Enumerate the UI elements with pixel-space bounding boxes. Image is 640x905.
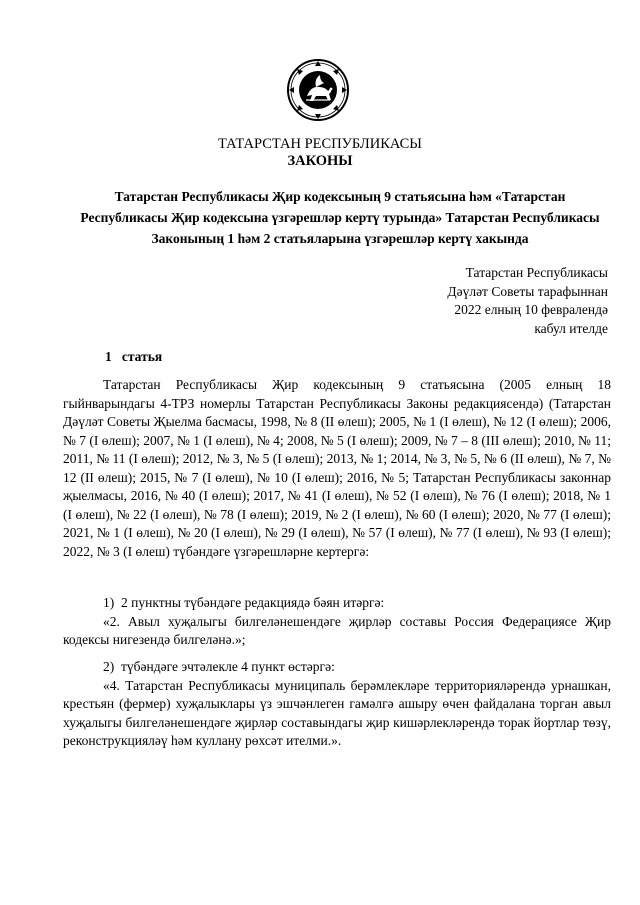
amendment-item-lead: 1) 2 пунктны түбәндәге редакциядә бәян итәргә: (103, 595, 385, 610)
adoption-line: 2022 елның 10 февралендә (454, 302, 608, 317)
amendment-item-1 (63, 594, 611, 650)
adoption-line: Татарстан Республикасы (465, 265, 608, 280)
amendment-item-2 (63, 658, 611, 751)
law-title: Татарстан Республикасы Җир кодексының 9 статьясына һәм «Татарстан Республикасы Җир кодексына үзгәрешләр кертү турында» Татарстан Республикасы Законының 1 һәм 2 статьяларына үзгәрешләр кертү хакында (80, 189, 600, 246)
issuer-heading: ТАТАРСТАН РЕСПУБЛИКАСЫ (218, 136, 422, 152)
amendment-item-text: «2. Авыл хуҗалыгы билгеләнешендәге җирләр составы Россия Федерациясе Җир кодексы нигезендә билгеләнә.»; (63, 613, 611, 647)
adoption-line: Дәүләт Советы тарафыннан (447, 283, 608, 299)
adoption-block (308, 264, 608, 338)
coat-of-arms-icon (286, 58, 350, 122)
amendment-item-lead: 2) түбәндәге эчтәлекле 4 пункт өстәргә: (103, 659, 335, 674)
document-type-heading: ЗАКОНЫ (287, 153, 353, 169)
article-heading: 1 статья (105, 349, 163, 364)
amendment-item-text: «4. Татарстан Республикасы муниципаль берәмлекләре территорияләрендә урнашкан, крестьян (фермер) хуҗалыклары үз эшчәнлеген гамәлгә ашыру өчен файдалана торган авыл хуҗалыгы билгеләнешендәге җирләр составындагы җир кишәрлекләрендә торак йортлар төзү, реконструкцияләү һәм куллану рөхсәт ителми.». (63, 677, 611, 748)
adoption-line: кабул ителде (534, 320, 608, 336)
main-paragraph: Татарстан Республикасы Җир кодексының 9 статьясына (2005 елның 18 гыйнварындагы 4-ТРЗ номерлы Татарстан Республикасы Законы редакциясендә) (Татарстан Дәүләт Советы Җыелма басмасы, 1998, № 8 (II өлеш); 2005, № 1 (I өлеш), № 12 (I өлеш); 2006, № 7 (I өлеш); 2007, № 1 (I өлеш), № 4; 2008, № 5 (I өлеш); 2009, № 7 – 8 (III өлеш); 2010, № 11; 2011, № 11 (I өлеш); 2012, № 3, № 5 (I өлеш); 2013, № 1; 2014, № 3, № 5, № 6 (II өлеш), № 7, № 12 (II өлеш); 2015, № 7 (I өлеш), № 10 (I өлеш); 2016, № 5; Татарстан Республикасы законнар җыелмасы, 2016, № 40 (I өлеш); 2017, № 41 (I өлеш), № 52 (I өлеш), № 76 (I өлеш); 2018, № 1 (I өлеш), № 22 (I өлеш), № 78 (I өлеш); 2019, № 2 (I өлеш), № 60 (I өлеш); 2020, № 77 (I өлеш); 2021, № 1 (I өлеш), № 20 (I өлеш), № 29 (I өлеш), № 57 (I өлеш), № 77 (I өлеш), № 93 (I өлеш); 2022, № 3 (I өлеш) түбәндәге үзгәрешләрне кертергә: (63, 377, 611, 559)
